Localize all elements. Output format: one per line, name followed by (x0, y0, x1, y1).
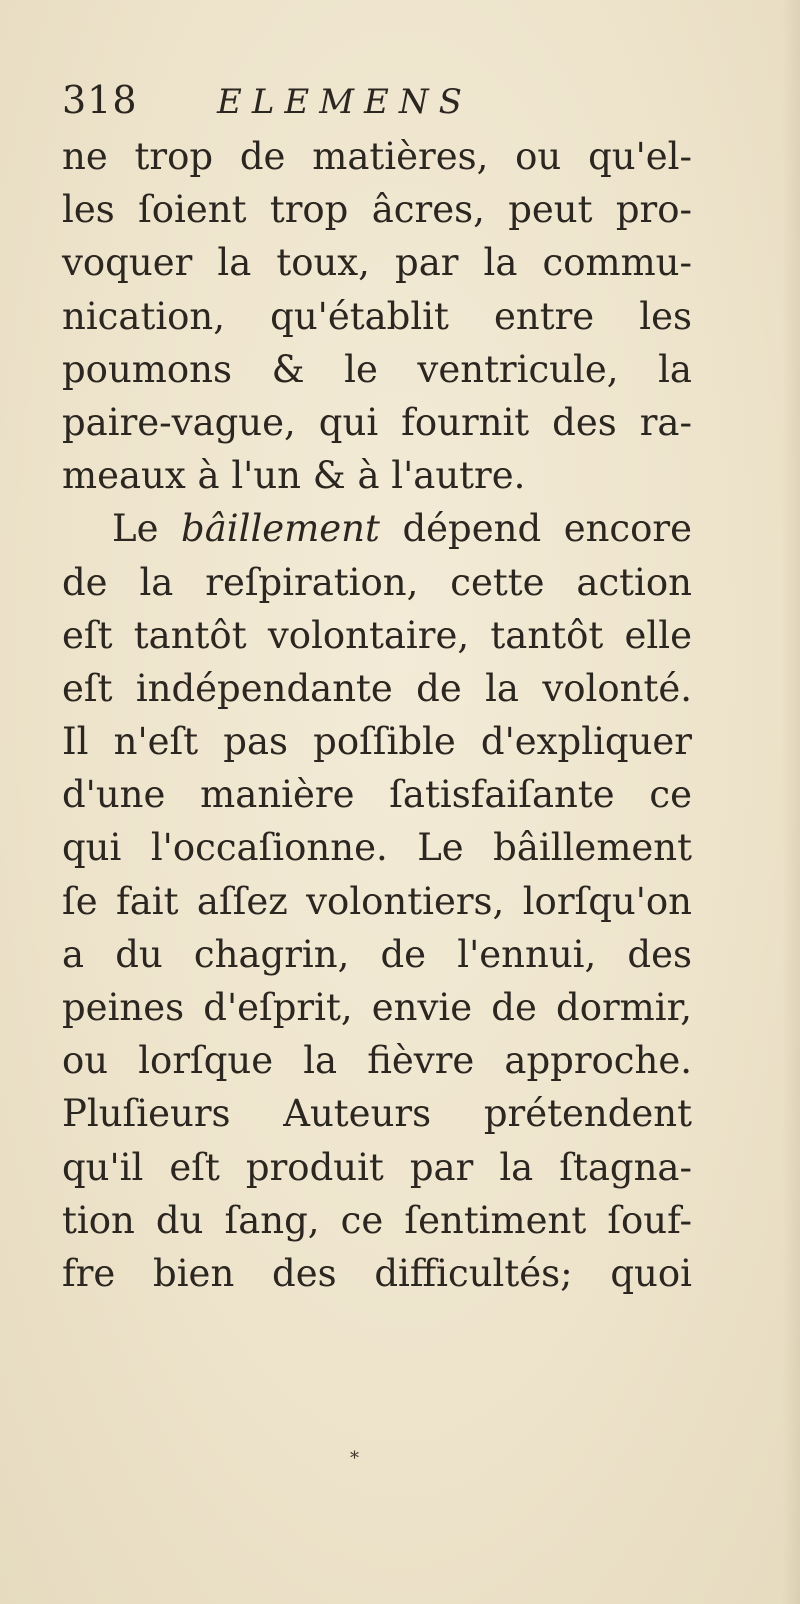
text-line: qu'il eſt produit par la ſtagna- (62, 1145, 692, 1189)
text-line: nication, qu'établit entre les (62, 294, 692, 338)
text-line: de la reſpiration, cette action (62, 560, 692, 604)
text-line: paire-vague, qui fournit des ra- (62, 400, 692, 444)
text-line: meaux à l'un & à l'autre. (62, 454, 526, 498)
text-line: eſt tantôt volontaire, tantôt elle (62, 613, 692, 657)
text-line: ou lorſque la fièvre approche. (62, 1039, 692, 1083)
text-block (62, 78, 692, 1300)
text-line: tion du ſang, ce ſentiment ſouf- (62, 1198, 692, 1242)
text-line: Il n'eſt pas poſſible d'expliquer (62, 720, 692, 764)
running-head (62, 78, 692, 130)
running-title: ELEMENS (217, 82, 472, 122)
text-line: les ſoient trop âcres, peut pro- (62, 188, 692, 232)
text-line: fre bien des difficultés; quoi (62, 1251, 692, 1295)
page-number: 318 (62, 78, 138, 122)
text-line: qui l'occaſionne. Le bâillement (62, 826, 692, 870)
page-edge-shadow (782, 0, 800, 1604)
text-line: ne trop de matières, ou qu'el- (62, 135, 692, 178)
paragraph-first-line (62, 502, 692, 555)
text-line: peines d'eſprit, envie de dormir, (62, 986, 692, 1029)
signature-mark: * (350, 1448, 359, 1469)
text-line: poumons & le ventricule, la (62, 347, 692, 391)
text-line: d'une manière ſatisfaiſante ce (62, 773, 692, 817)
emphasized-term: bâillement (181, 507, 380, 551)
text-line: voquer la toux, par la commu- (62, 241, 692, 285)
text-line: a du chagrin, de l'ennui, des (62, 932, 692, 976)
text-fragment: dépend encore (402, 507, 693, 551)
text-line: eſt indépendante de la volonté. (62, 666, 692, 710)
text-line: ſe fait aſſez volontiers, lorſqu'on (62, 879, 692, 923)
text-line: Pluſieurs Auteurs prétendent (62, 1092, 692, 1136)
paragraph-start: Le (112, 507, 159, 551)
